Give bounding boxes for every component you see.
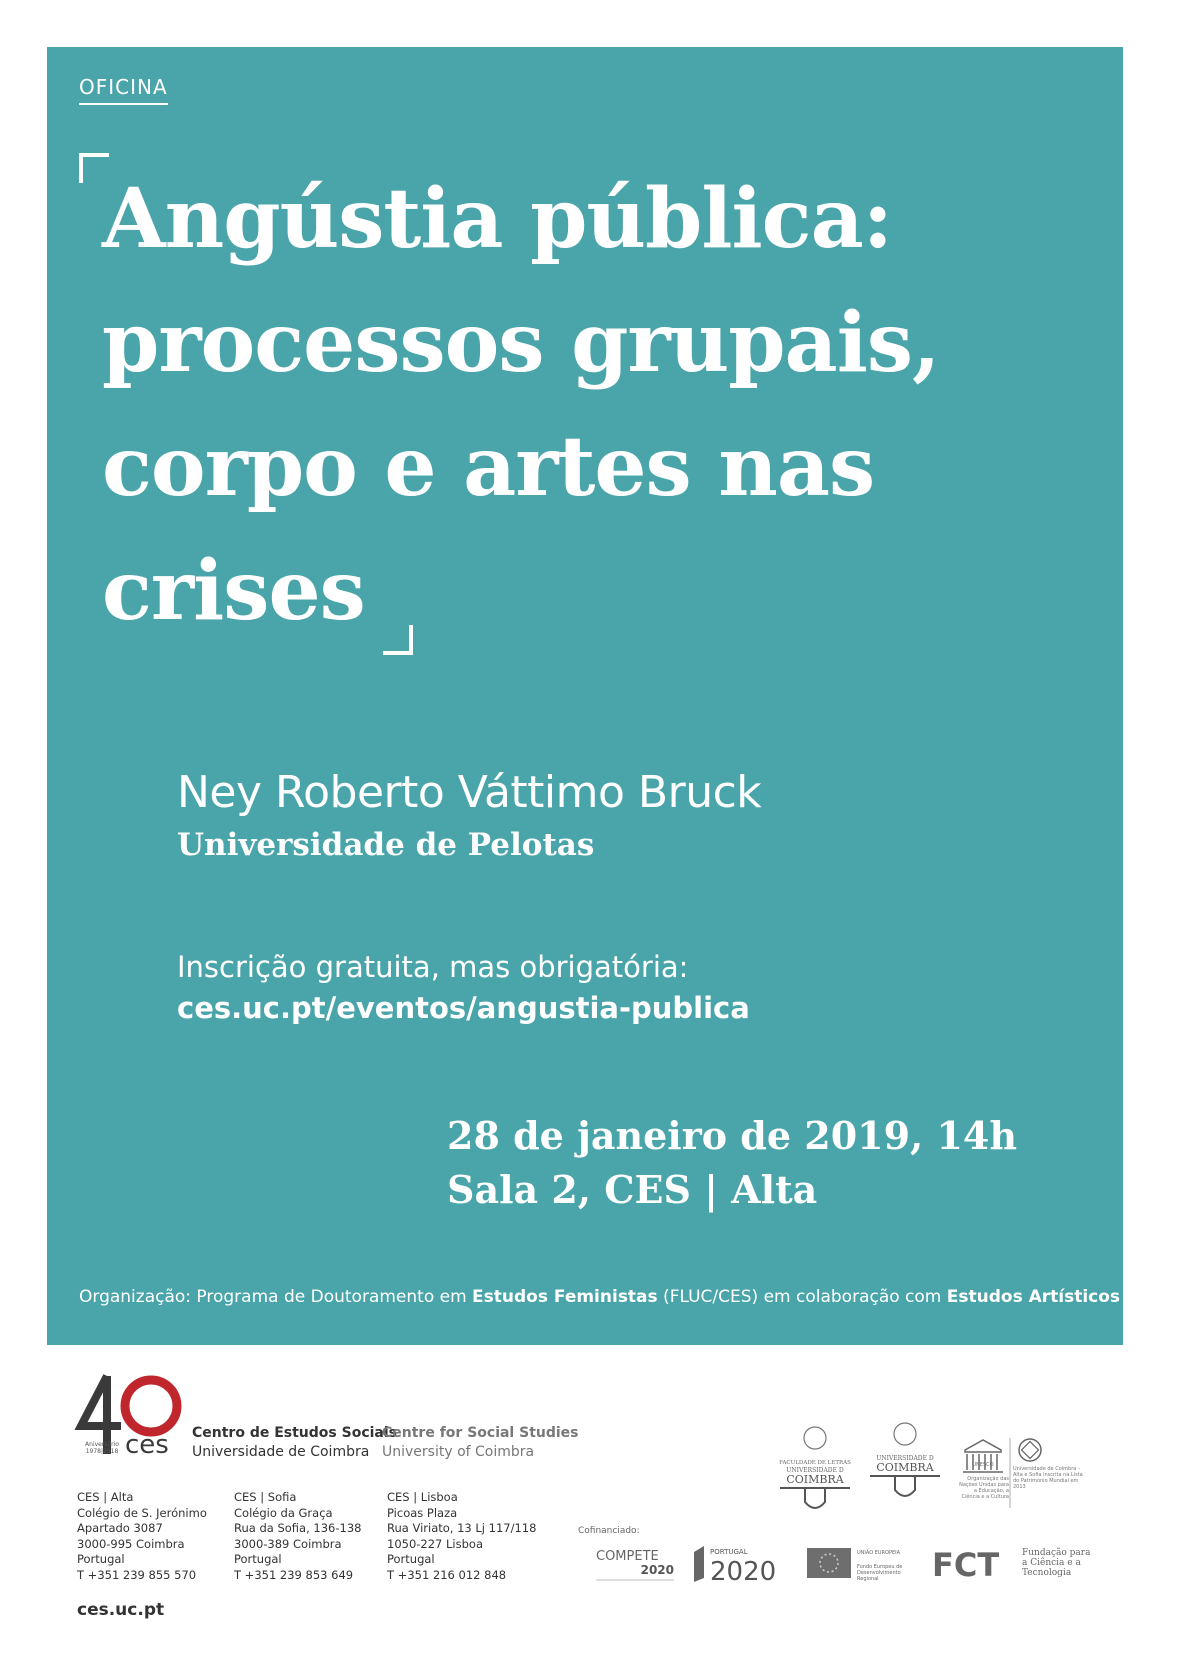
- fluc-name-text: COIMBRA: [786, 1473, 844, 1486]
- fct-text: FCT: [932, 1546, 1000, 1584]
- address-line: 1050-227 Lisboa: [387, 1536, 483, 1551]
- org-middle: (FLUC/CES) em colaboração com: [657, 1287, 947, 1307]
- venue-line: Sala 2, CES | Alta: [447, 1167, 818, 1212]
- compete-2020-logo: [590, 1542, 680, 1586]
- unesco-text: UNESCO: [972, 1462, 994, 1468]
- unesco-caption: Organização das Nações Unidas para a Educação, a Ciência e a Cultura: [959, 1476, 1009, 1500]
- address-lisboa: [387, 1490, 536, 1583]
- address-line: CES | Alta: [77, 1490, 134, 1504]
- organization-note: [79, 1287, 1187, 1307]
- address-line: 3000-389 Coimbra: [234, 1536, 342, 1551]
- date-line: 28 de janeiro de 2019, 14h: [447, 1113, 1017, 1158]
- heritage-caption: Universidade de Coimbra – Alta e Sofia inscrita na Lista do Património Mundial em 2013: [1013, 1466, 1083, 1490]
- portugal-text: PORTUGAL: [710, 1548, 748, 1556]
- portugal-year: 2020: [710, 1557, 777, 1587]
- org-partner: Estudos Artísticos: [946, 1287, 1121, 1307]
- address-sofia: [234, 1490, 361, 1583]
- fluc-u-mark: [780, 1488, 850, 1508]
- compete-text: COMPETE: [596, 1549, 659, 1564]
- logo-zero-ring: [125, 1380, 177, 1432]
- close-bracket-decoration: [383, 625, 413, 655]
- speaker-affiliation: Universidade de Pelotas: [177, 827, 595, 863]
- address-line: CES | Lisboa: [387, 1490, 458, 1504]
- anniversary-text: Aniversário 1978|2018: [85, 1441, 119, 1455]
- eu-feder-logo: [805, 1542, 925, 1586]
- unesco-heritage-logo: [955, 1430, 1085, 1520]
- cofinanced-label: Cofinanciado:: [578, 1526, 640, 1536]
- address-phone: T +351 239 855 570: [77, 1567, 197, 1582]
- address-line: Colégio de S. Jerónimo: [77, 1505, 207, 1520]
- address-alta: [77, 1490, 207, 1583]
- ces-university-pt: Universidade de Coimbra: [192, 1444, 370, 1460]
- fluc-mid-text: UNIVERSIDADE D: [786, 1467, 844, 1474]
- fluc-seal-icon: [804, 1427, 826, 1449]
- uc-name-text: COIMBRA: [876, 1461, 934, 1474]
- address-line: Picoas Plaza: [387, 1505, 458, 1520]
- portugal-2020-logo: [690, 1542, 795, 1586]
- address-line: Portugal: [387, 1552, 435, 1566]
- address-line: CES | Sofia: [234, 1490, 297, 1504]
- address-phone: T +351 239 853 649: [234, 1567, 354, 1582]
- heritage-caption-box: [1013, 1466, 1083, 1510]
- address-line: Portugal: [234, 1552, 282, 1566]
- fct-caption-box: [1022, 1548, 1092, 1584]
- registration-link[interactable]: ces.uc.pt/eventos/angustia-publica: [177, 991, 750, 1025]
- address-line: Colégio da Graça: [234, 1505, 333, 1520]
- fct-caption: Fundação para a Ciência e a Tecnologia: [1022, 1548, 1091, 1578]
- logo-text: ces: [125, 1430, 169, 1460]
- event-title: Angústia pública: processos grupais, corpo e artes nas crises: [102, 171, 940, 639]
- website-link[interactable]: ces.uc.pt: [77, 1600, 165, 1620]
- uc-u-mark: [870, 1476, 940, 1496]
- address-line: Apartado 3087: [77, 1521, 163, 1535]
- eu-fund-text: Fundo Europeu de Desenvolvimento Regional: [857, 1564, 903, 1582]
- eu-fund-box: [857, 1564, 923, 1584]
- address-line: Portugal: [77, 1552, 125, 1566]
- ces-name-en: Centre for Social Studies: [382, 1425, 579, 1441]
- registration-label: Inscrição gratuita, mas obrigatória:: [177, 950, 689, 984]
- org-program: Estudos Feministas: [472, 1287, 658, 1307]
- fluc-top-text: FACULDADE DE LETRAS: [779, 1460, 851, 1466]
- org-prefix: Organização: Programa de Doutoramento em: [79, 1287, 473, 1307]
- category-label: OFICINA: [79, 75, 168, 105]
- address-line: 3000-995 Coimbra: [77, 1536, 185, 1551]
- portugal-mark-icon: [694, 1546, 704, 1582]
- eu-label: UNIÃO EUROPEIA: [857, 1550, 901, 1556]
- event-datetime: [447, 1109, 1017, 1217]
- address-line: Rua da Sofia, 136-138: [234, 1521, 362, 1535]
- ces-university-en: University of Coimbra: [382, 1444, 535, 1460]
- org-suffix: (FLUC).: [1120, 1287, 1187, 1307]
- fluc-logo: [770, 1410, 860, 1520]
- event-panel: [47, 47, 1187, 1345]
- fct-logo: [932, 1542, 1092, 1586]
- speaker-name: Ney Roberto Váttimo Bruck: [177, 767, 762, 818]
- ces-name-pt: Centro de Estudos Sociais: [192, 1425, 397, 1441]
- address-line: Rua Viriato, 13 Lj 117/118: [387, 1521, 537, 1535]
- eu-flag-icon: [807, 1548, 851, 1578]
- compete-year: 2020: [640, 1563, 674, 1577]
- unesco-caption-box: [955, 1476, 1009, 1516]
- heritage-emblem-inner: [1022, 1442, 1039, 1459]
- address-phone: T +351 216 012 848: [387, 1567, 507, 1582]
- uc-mid-text: UNIVERSIDADE D: [876, 1455, 934, 1462]
- uc-logo: [865, 1410, 945, 1520]
- uc-seal-icon: [894, 1423, 916, 1445]
